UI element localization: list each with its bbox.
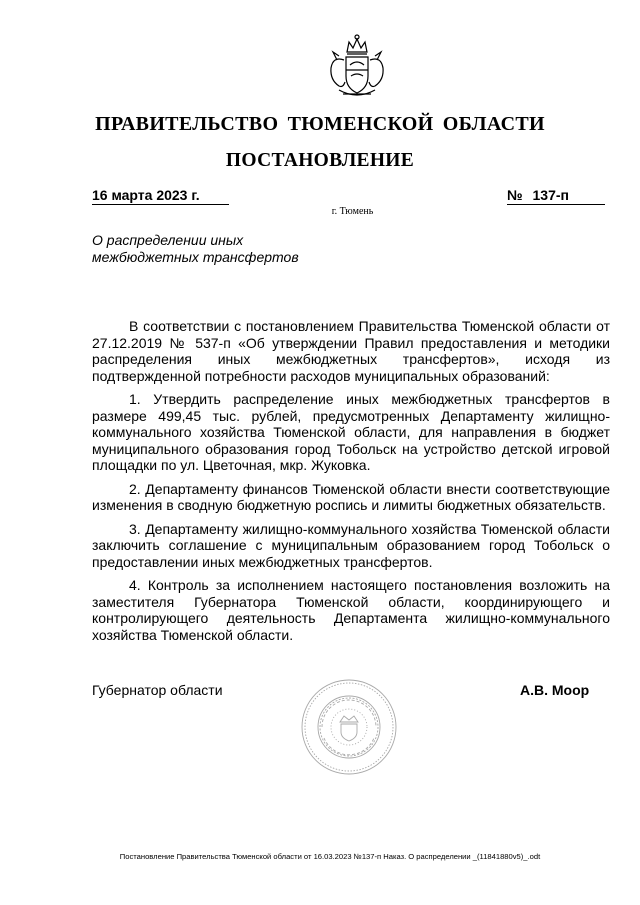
document-body bbox=[92, 318, 610, 650]
number-value: 137-п bbox=[532, 187, 569, 203]
clause-paragraph: 3. Департаменту жилищно-коммунального хозяйства Тюменской области заключить соглашение с муниципальным образованием город Тобольск о предоставлении иных межбюджетных трансфертов. bbox=[92, 520, 610, 570]
document-date: 16 марта 2023 г. bbox=[92, 187, 229, 205]
clause-paragraph: 1. Утвердить распределение иных межбюджетных трансфертов в размере 499,45 тыс. рублей, предусмотренных Департаменту жилищно-коммунального хозяйства Тюменской области, для направления в бюджет муниципального образования город Тобольск на устройство детской игровой площадки по ул. Цветочная, мкр. Жуковка. bbox=[92, 391, 610, 473]
document-subject bbox=[92, 232, 352, 265]
document-type: ПОСТАНОВЛЕНИЕ bbox=[225, 150, 415, 171]
preamble-paragraph: В соответствии с постановлением Правительства Тюменской области от 27.12.2019 № 537-п «Об утверждении Правил предоставления и методики распределения иных межбюджетных трансфертов», исходя из подтвержденной потребности расходов муниципальных образований: bbox=[92, 318, 610, 384]
document-number bbox=[507, 187, 605, 205]
government-title: ПРАВИТЕЛЬСТВО ТЮМЕНСКОЙ ОБЛАСТИ bbox=[95, 113, 545, 135]
official-seal-icon bbox=[300, 678, 398, 776]
clause-paragraph: 2. Департаменту финансов Тюменской области внести соответствующие изменения в сводную бюджетную роспись и лимиты бюджетных обязательств. bbox=[92, 480, 610, 513]
document-footer: Постановление Правительства Тюменской области от 16.03.2023 №137-п Наказ. О распределении _(11841880v5)_.odt bbox=[119, 852, 541, 861]
clause-paragraph: 4. Контроль за исполнением настоящего постановления возложить на заместителя Губернатора Тюменской области, координирующего и контролирующего деятельность Департамента жилищно-коммунального хозяйства Тюменской области. bbox=[92, 577, 610, 643]
number-prefix: № bbox=[507, 187, 523, 203]
signer-title: Губернатор области bbox=[92, 682, 223, 698]
subject-line: О распределении иных bbox=[92, 232, 244, 248]
coat-of-arms-icon bbox=[317, 30, 397, 110]
document-city: г. Тюмень bbox=[331, 206, 374, 217]
signer-name: А.В. Моор bbox=[520, 682, 590, 698]
subject-line: межбюджетных трансфертов bbox=[92, 248, 299, 265]
